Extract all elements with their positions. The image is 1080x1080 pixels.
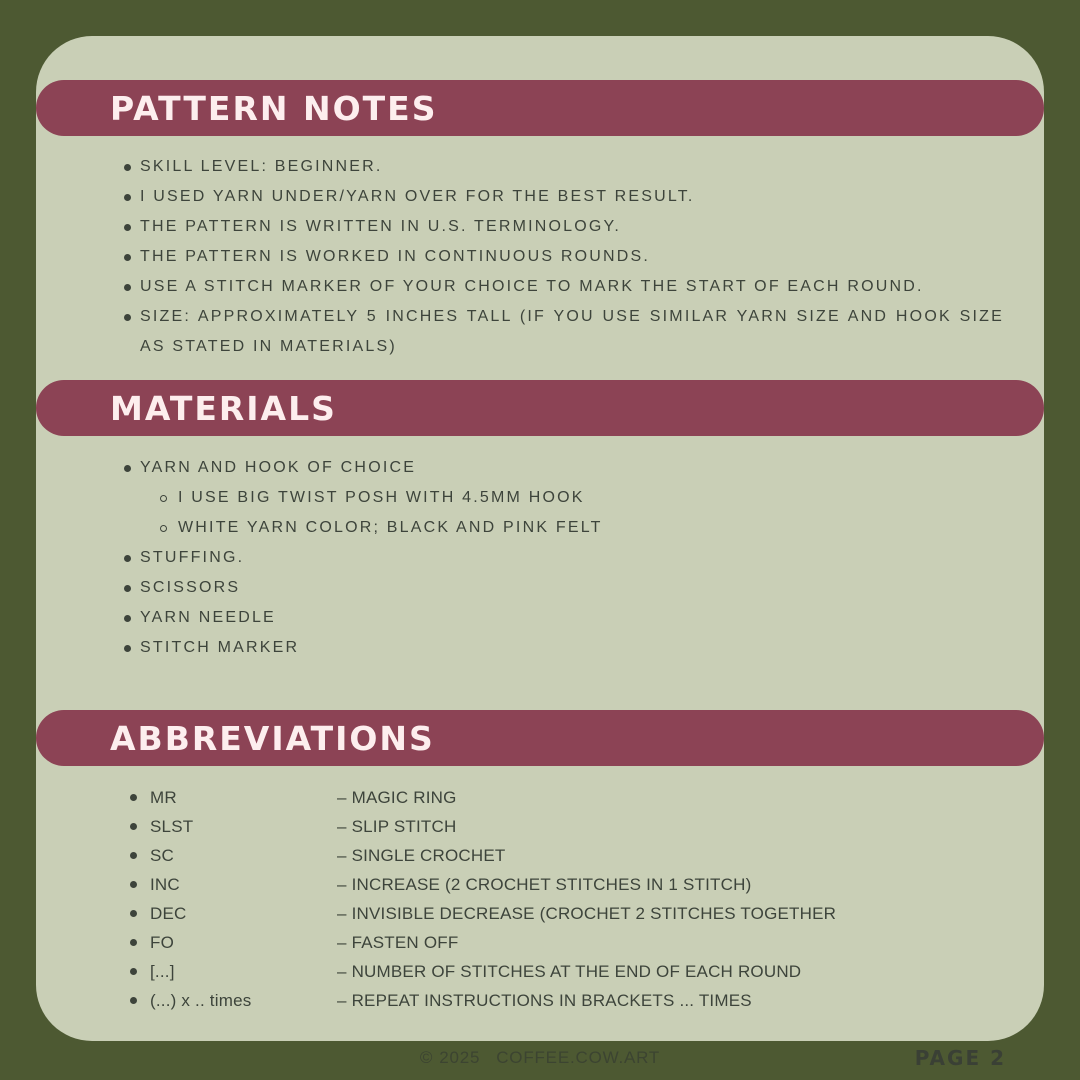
abbreviation-definition: – FASTEN OFF bbox=[337, 933, 459, 952]
section-header-materials bbox=[36, 380, 1044, 436]
abbreviation-term: INC bbox=[150, 875, 180, 894]
section-header-pattern-notes bbox=[36, 80, 1044, 136]
pattern-note-item: SKILL LEVEL: BEGINNER. bbox=[124, 152, 1004, 182]
abbreviation-row bbox=[130, 812, 1010, 841]
pattern-notes-list bbox=[124, 152, 1004, 362]
footer-year: 2025 bbox=[439, 1048, 481, 1067]
abbreviation-row bbox=[130, 957, 1010, 986]
pattern-note-item: USE A STITCH MARKER OF YOUR CHOICE TO MARK THE START OF EACH ROUND. bbox=[124, 272, 1004, 302]
section-title-abbreviations: ABBREVIATIONS bbox=[110, 718, 435, 758]
abbreviation-term: SC bbox=[150, 846, 175, 865]
material-item: YARN AND HOOK OF CHOICE bbox=[124, 453, 1004, 483]
abbreviation-term: (...) x .. times bbox=[150, 991, 252, 1010]
abbreviation-definition: – NUMBER OF STITCHES AT THE END OF EACH ROUND bbox=[337, 962, 802, 981]
page-number: PAGE 2 bbox=[914, 1046, 1006, 1070]
section-title-pattern-notes: PATTERN NOTES bbox=[110, 88, 438, 128]
abbreviation-row bbox=[130, 870, 1010, 899]
abbreviation-definition: – SINGLE CROCHET bbox=[337, 846, 506, 865]
abbreviations-list bbox=[130, 783, 1010, 1015]
abbreviation-term: SLST bbox=[150, 817, 194, 836]
materials-list bbox=[124, 453, 1004, 663]
abbreviation-definition: – SLIP STITCH bbox=[337, 817, 457, 836]
section-header-abbreviations bbox=[36, 710, 1044, 766]
material-subitem: WHITE YARN COLOR; BLACK AND PINK FELT bbox=[160, 513, 1004, 543]
pattern-page-card bbox=[36, 36, 1044, 1041]
abbreviation-definition: – INVISIBLE DECREASE (CROCHET 2 STITCHES TOGETHER bbox=[337, 904, 837, 923]
abbreviation-row bbox=[130, 841, 1010, 870]
abbreviation-definition: – MAGIC RING bbox=[337, 788, 457, 807]
abbreviation-row bbox=[130, 928, 1010, 957]
pattern-note-item: THE PATTERN IS WRITTEN IN U.S. TERMINOLOGY. bbox=[124, 212, 1004, 242]
material-item: STUFFING. bbox=[124, 543, 1004, 573]
material-item: YARN NEEDLE bbox=[124, 603, 1004, 633]
abbreviation-term: [...] bbox=[150, 962, 175, 981]
abbreviation-term: DEC bbox=[150, 904, 187, 923]
abbreviation-term: FO bbox=[150, 933, 175, 952]
material-item: SCISSORS bbox=[124, 573, 1004, 603]
pattern-note-item: THE PATTERN IS WORKED IN CONTINUOUS ROUNDS. bbox=[124, 242, 1004, 272]
pattern-note-item: I USED YARN UNDER/YARN OVER FOR THE BEST RESULT. bbox=[124, 182, 1004, 212]
material-subitem: I USE BIG TWIST POSH WITH 4.5MM HOOK bbox=[160, 483, 1004, 513]
abbreviation-row bbox=[130, 899, 1010, 928]
abbreviation-row bbox=[130, 986, 1010, 1015]
abbreviation-definition: – REPEAT INSTRUCTIONS IN BRACKETS ... TIMES bbox=[337, 991, 752, 1010]
abbreviation-row bbox=[130, 783, 1010, 812]
section-title-materials: MATERIALS bbox=[110, 388, 337, 428]
pattern-note-item: SIZE: APPROXIMATELY 5 INCHES TALL (IF YOU USE SIMILAR YARN SIZE AND HOOK SIZE AS STATED IN MATERIALS) bbox=[124, 302, 1004, 362]
abbreviation-definition: – INCREASE (2 CROCHET STITCHES IN 1 STITCH) bbox=[337, 875, 752, 894]
material-item: STITCH MARKER bbox=[124, 633, 1004, 663]
footer-brand: COFFEE.COW.ART bbox=[496, 1048, 661, 1067]
copyright-icon: © bbox=[419, 1048, 434, 1067]
abbreviation-term: MR bbox=[150, 788, 177, 807]
